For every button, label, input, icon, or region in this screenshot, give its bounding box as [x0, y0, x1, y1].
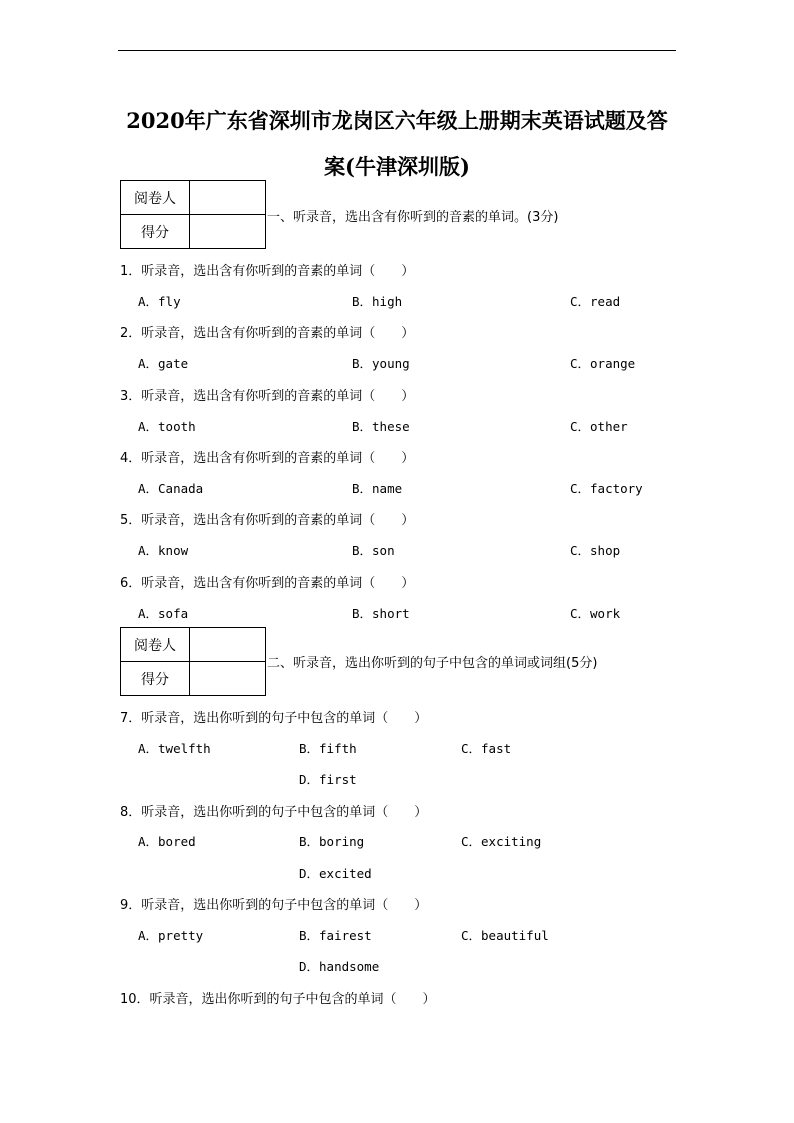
option: B．son — [352, 543, 395, 558]
option: C．shop — [570, 543, 621, 558]
option: B．young — [352, 356, 410, 371]
score-label: 得分 — [121, 662, 190, 696]
reviewer-label: 阅卷人 — [121, 181, 190, 215]
option: A．sofa — [138, 606, 189, 621]
option: C．work — [570, 606, 621, 621]
option: A．pretty — [138, 928, 204, 943]
question-stem: 2．听录音，选出含有你听到的音素的单词（ ） — [120, 326, 415, 341]
reviewer-label: 阅卷人 — [121, 628, 190, 662]
option: A．Canada — [138, 481, 204, 496]
option: C．orange — [570, 356, 636, 371]
page-title — [118, 98, 676, 190]
option: B．fifth — [299, 741, 357, 756]
option: A．gate — [138, 356, 189, 371]
option: C．other — [570, 419, 628, 434]
question-stem: 1．听录音，选出含有你听到的音素的单词（ ） — [120, 264, 415, 279]
option: B．short — [352, 606, 410, 621]
section-title: 二、听录音，选出你听到的句子中包含的单词或词组(5分) — [267, 656, 598, 671]
option: A．fly — [138, 294, 181, 309]
option: B．boring — [299, 834, 365, 849]
reviewer-cell — [190, 181, 266, 215]
option: A．know — [138, 543, 189, 558]
reviewer-cell — [190, 628, 266, 662]
question-stem: 8．听录音，选出你听到的句子中包含的单词（ ） — [120, 805, 428, 820]
header-rule — [118, 50, 676, 51]
score-label: 得分 — [121, 215, 190, 249]
option: B．high — [352, 294, 403, 309]
option: A．bored — [138, 834, 196, 849]
score-box — [120, 627, 266, 696]
title-line-2: 案(牛津深圳版) — [324, 154, 470, 179]
question-stem: 3．听录音，选出含有你听到的音素的单词（ ） — [120, 389, 415, 404]
score-box — [120, 180, 266, 249]
option: C．exciting — [461, 834, 542, 849]
option: A．tooth — [138, 419, 196, 434]
option: C．fast — [461, 741, 512, 756]
option: C．beautiful — [461, 928, 549, 943]
option: C．read — [570, 294, 621, 309]
option: C．factory — [570, 481, 643, 496]
option: B．name — [352, 481, 403, 496]
option: B．fairest — [299, 928, 372, 943]
option: D．excited — [299, 866, 372, 881]
question-stem: 7．听录音，选出你听到的句子中包含的单词（ ） — [120, 711, 428, 726]
question-stem: 4．听录音，选出含有你听到的音素的单词（ ） — [120, 451, 415, 466]
score-cell — [190, 662, 266, 696]
title-line-1: 2020年广东省深圳市龙岗区六年级上册期末英语试题及答 — [126, 108, 668, 133]
question-stem: 9．听录音，选出你听到的句子中包含的单词（ ） — [120, 898, 428, 913]
question-stem: 10．听录音，选出你听到的句子中包含的单词（ ） — [120, 992, 436, 1007]
option: D．handsome — [299, 959, 380, 974]
option: D．first — [299, 772, 357, 787]
question-stem: 6．听录音，选出含有你听到的音素的单词（ ） — [120, 576, 415, 591]
question-stem: 5．听录音，选出含有你听到的音素的单词（ ） — [120, 513, 415, 528]
section-title: 一、听录音，选出含有你听到的音素的单词。(3分) — [267, 210, 559, 225]
score-cell — [190, 215, 266, 249]
option: B．these — [352, 419, 410, 434]
option: A．twelfth — [138, 741, 211, 756]
